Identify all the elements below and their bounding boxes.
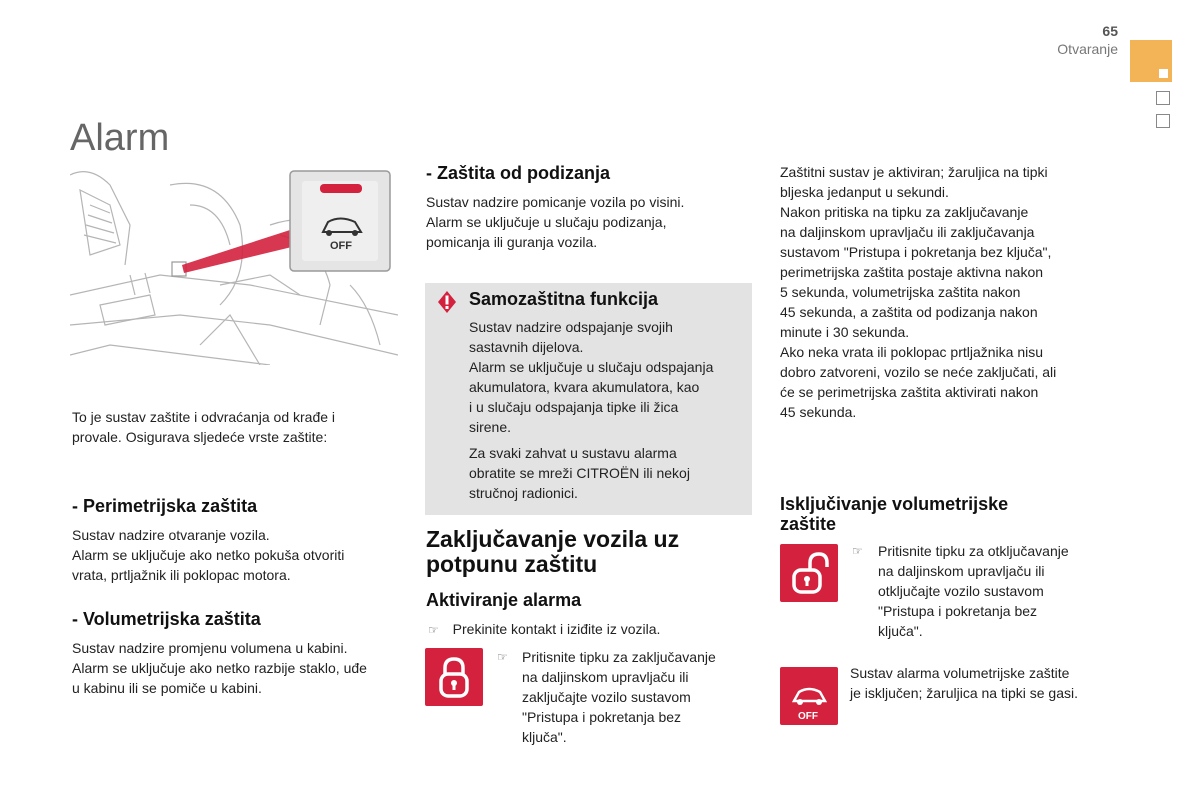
text-line: na daljinskom upravljaču ili: [878, 563, 1045, 579]
perimetric-heading: - Perimetrijska zaštita: [72, 496, 258, 516]
page-number: 65: [1102, 23, 1118, 39]
text-line: bljeska jedanput u sekundi.: [780, 184, 949, 200]
section-tab: [1130, 40, 1172, 82]
perimetric-text: [72, 525, 344, 585]
activation-bullet-1: [428, 619, 660, 640]
activation-heading: Aktiviranje alarma: [426, 590, 582, 610]
text-line: 45 sekunda.: [780, 404, 857, 420]
text-line: akumulatora, kvara akumulatora, kao: [469, 379, 700, 395]
text-line: "Pristupa i pokretanja bez: [522, 709, 682, 725]
text-line: dobro zatvoreni, vozilo se neće zaključati, ali: [780, 364, 1057, 380]
text-line: Ako neka vrata ili poklopac prtljažnika nisu: [780, 344, 1044, 360]
self-protection-text: [469, 317, 713, 437]
text-line: vrata, prtljažnik ili poklopac motora.: [72, 567, 291, 583]
text-line: ključa".: [522, 729, 567, 745]
text-line: minute i 30 sekunda.: [780, 324, 910, 340]
warning-icon: [435, 290, 459, 314]
text-line: Alarm se uključuje u slučaju odspajanja: [469, 359, 714, 375]
unlock-icon: [780, 544, 838, 602]
text-line: Sustav nadzire odspajanje svojih: [469, 319, 673, 335]
volumetric-text: [72, 638, 367, 698]
text-line: Za svaki zahvat u sustavu alarma: [469, 445, 677, 461]
text-line: na daljinskom upravljaču ili: [522, 669, 689, 685]
text-line: i u slučaju odspajanja tipke ili žica: [469, 399, 679, 415]
volumetric-heading: - Volumetrijska zaštita: [72, 609, 261, 629]
heading-line: Isključivanje volumetrijske: [780, 494, 1009, 514]
intro-line: provale. Osigurava sljedeće vrste zaštite:: [72, 429, 328, 445]
bullet-text: Prekinite kontakt i iziđite iz vozila.: [452, 621, 661, 637]
text-line: ključa".: [878, 623, 923, 639]
activation-bullet-2: [522, 647, 716, 747]
off-label: OFF: [798, 711, 818, 722]
bullet-icon: ☞: [428, 623, 439, 637]
text-line: otključajte vozilo sustavom: [878, 583, 1044, 599]
heading-line: potpunu zaštitu: [426, 551, 598, 577]
bullet-icon: ☞: [497, 650, 508, 664]
text-line: Sustav nadzire pomicanje vozila po visini.: [426, 194, 685, 210]
lifting-text: [426, 192, 684, 252]
text-line: sastavnih dijelova.: [469, 339, 584, 355]
text-line: 5 sekunda, volumetrijska zaštita nakon: [780, 284, 1021, 300]
text-line: sirene.: [469, 419, 512, 435]
page-title: Alarm: [70, 117, 170, 159]
locking-heading: [426, 527, 679, 577]
text-line: Sustav nadzire otvaranje vozila.: [72, 527, 270, 543]
off-label: OFF: [330, 240, 352, 252]
activation-details: [780, 162, 1056, 422]
intro-line: To je sustav zaštite i odvraćanja od krađe i: [72, 409, 336, 425]
car-off-icon: [780, 667, 838, 725]
heading-line: Zaključavanje vozila uz: [426, 526, 680, 552]
text-line: je isključen; žaruljica na tipki se gasi.: [850, 685, 1078, 701]
text-line: "Pristupa i pokretanja bez: [878, 603, 1038, 619]
text-line: u kabinu ili se pomiče u kabini.: [72, 680, 262, 696]
text-line: Zaštitni sustav je aktiviran; žaruljica na tipki: [780, 164, 1048, 180]
text-line: na daljinskom upravljaču ili zaključavanja: [780, 224, 1035, 240]
text-line: sustavom "Pristupa i pokretanja bez ključa",: [780, 244, 1052, 260]
unlock-button-icon: [780, 544, 838, 602]
heading-line: zaštite: [780, 514, 837, 534]
section-name: Otvaranje: [1057, 41, 1118, 57]
text-line: zaključajte vozilo sustavom: [522, 689, 691, 705]
tab-marker: [1156, 91, 1170, 105]
disable-heading: [780, 494, 1008, 534]
text-line: Pritisnite tipku za zaključavanje: [522, 649, 716, 665]
disable-result: [850, 663, 1078, 703]
lock-button-icon: [425, 648, 483, 706]
text-line: će se perimetrijska zaštita aktivirati nakon: [780, 384, 1039, 400]
text-line: obratite se mreži CITROËN ili nekoj: [469, 465, 690, 481]
text-line: Sustav alarma volumetrijske zaštite: [850, 665, 1070, 681]
text-line: Sustav nadzire promjenu volumena u kabini.: [72, 640, 348, 656]
text-line: 45 sekunda, a zaštita od podizanja nakon: [780, 304, 1038, 320]
text-line: Nakon pritiska na tipku za zaključavanje: [780, 204, 1029, 220]
text-line: Alarm se uključuje ako netko razbije staklo, uđe: [72, 660, 367, 676]
text-line: stručnoj radionici.: [469, 485, 578, 501]
intro-text: [72, 407, 335, 447]
self-protection-text-2: [469, 443, 690, 503]
bullet-icon: ☞: [852, 544, 863, 558]
text-line: Pritisnite tipku za otključavanje: [878, 543, 1069, 559]
text-line: Alarm se uključuje ako netko pokuša otvoriti: [72, 547, 345, 563]
text-line: Alarm se uključuje u slučaju podizanja,: [426, 214, 667, 230]
lifting-heading: - Zaštita od podizanja: [426, 163, 611, 183]
disable-bullet: [878, 541, 1069, 641]
dashboard-illustration: [70, 165, 398, 365]
lock-icon: [425, 648, 483, 706]
tab-marker: [1156, 114, 1170, 128]
text-line: perimetrijska zaštita postaje aktivna nakon: [780, 264, 1044, 280]
self-protection-heading: Samozaštitna funkcija: [469, 289, 659, 309]
alarm-off-button-icon: [780, 667, 838, 725]
text-line: pomicanja ili guranja vozila.: [426, 234, 598, 250]
